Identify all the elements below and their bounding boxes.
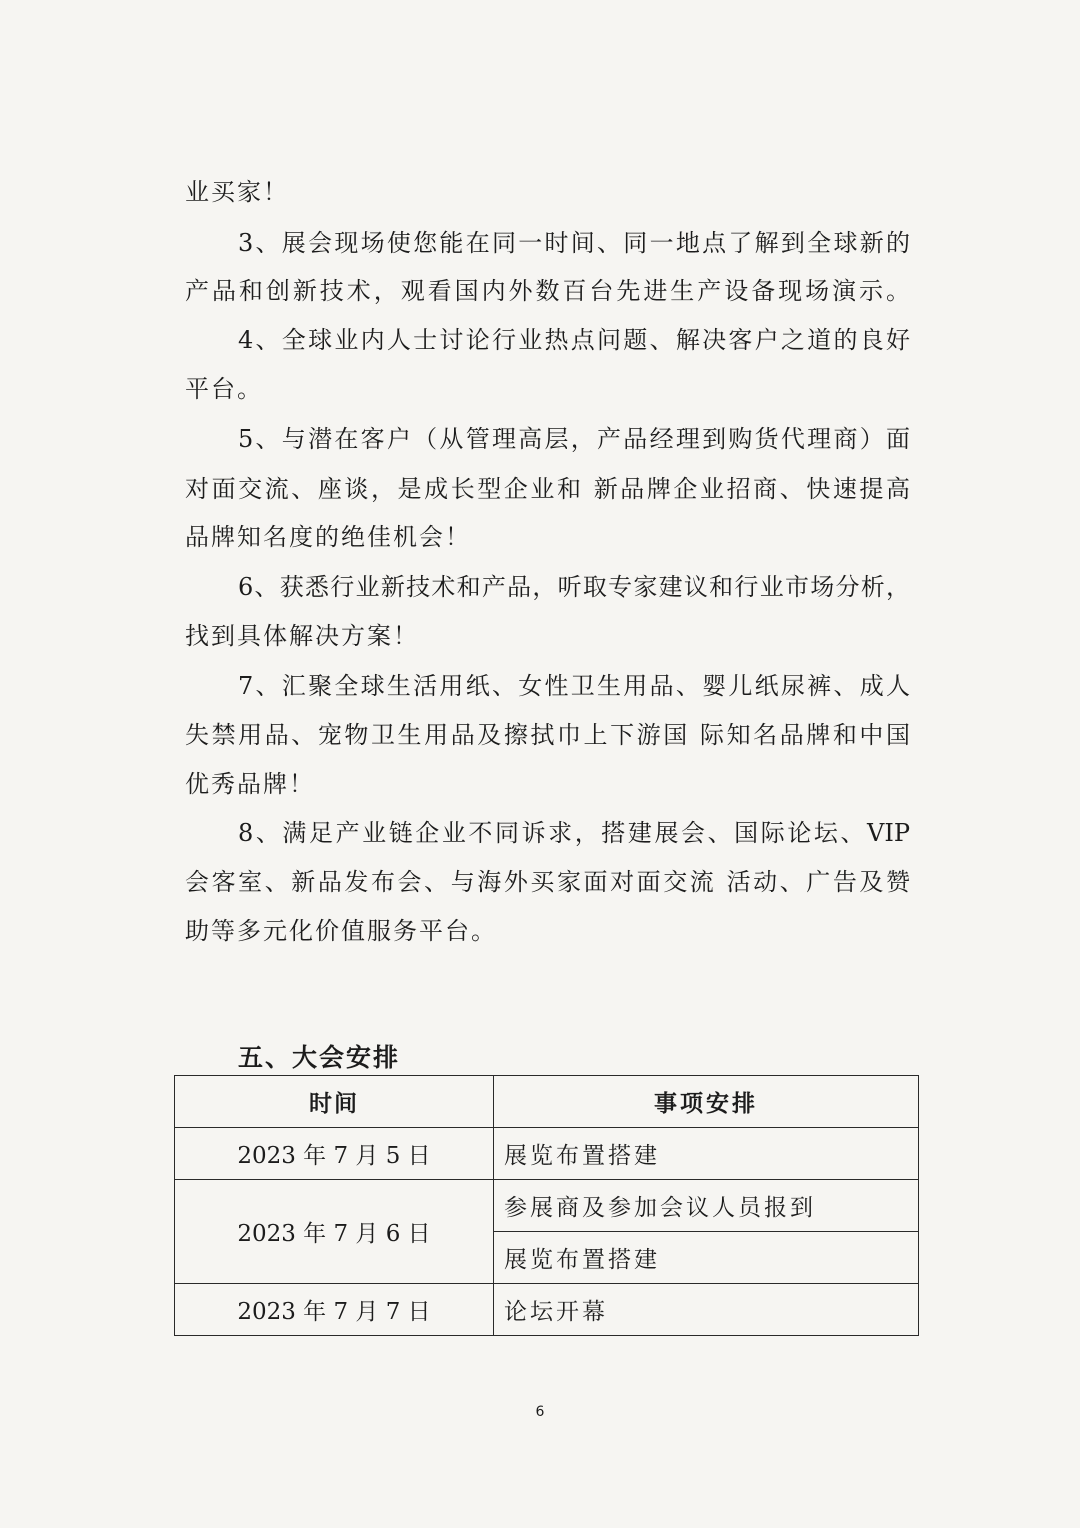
text-line: 7、汇聚全球生活用纸、女性卫生用品、婴儿纸尿裤、成人	[238, 672, 910, 700]
item-cell: 论坛开幕	[494, 1284, 919, 1336]
text-line: 8、满足产业链企业不同诉求，搭建展会、国际论坛、VIP	[238, 819, 910, 847]
text-line: 优秀品牌！	[185, 770, 315, 798]
text-line: 品牌知名度的绝佳机会！	[185, 523, 471, 551]
header-time: 时间	[175, 1076, 494, 1128]
section-heading: 五、大会安排	[238, 1043, 401, 1072]
text-line: 6、获悉行业新技术和产品，听取专家建议和行业市场分析，	[238, 573, 910, 601]
text-line: 失禁用品、宠物卫生用品及擦拭巾上下游国 际知名品牌和中国	[185, 721, 910, 749]
table-row	[175, 1284, 919, 1336]
text-line: 3、展会现场使您能在同一时间、同一地点了解到全球新的	[238, 229, 910, 257]
table-row	[175, 1180, 919, 1232]
text-line: 5、与潜在客户（从管理高层，产品经理到购货代理商）面	[238, 425, 910, 453]
text-line: 业买家！	[185, 178, 289, 206]
text-line: 找到具体解决方案！	[185, 622, 419, 650]
schedule-table	[174, 1075, 919, 1336]
time-cell: 2023 年 7 月 5 日	[175, 1128, 494, 1180]
text-line: 对面交流、座谈，是成长型企业和 新品牌企业招商、快速提高	[185, 475, 910, 503]
table-header-row	[175, 1076, 919, 1128]
text-line: 会客室、新品发布会、与海外买家面对面交流 活动、广告及赞	[185, 868, 910, 896]
time-cell: 2023 年 7 月 7 日	[175, 1284, 494, 1336]
text-line: 助等多元化价值服务平台。	[185, 917, 497, 945]
item-cell: 参展商及参加会议人员报到	[494, 1180, 919, 1232]
text-line: 4、全球业内人士讨论行业热点问题、解决客户之道的良好	[238, 326, 910, 354]
time-cell: 2023 年 7 月 6 日	[175, 1180, 494, 1284]
text-line: 平台。	[185, 375, 263, 403]
item-cell: 展览布置搭建	[494, 1232, 919, 1284]
text-line: 产品和创新技术，观看国内外数百台先进生产设备现场演示。	[185, 277, 910, 305]
page-number: 6	[535, 1404, 545, 1420]
table-row	[175, 1128, 919, 1180]
item-cell: 展览布置搭建	[494, 1128, 919, 1180]
header-items: 事项安排	[494, 1076, 919, 1128]
